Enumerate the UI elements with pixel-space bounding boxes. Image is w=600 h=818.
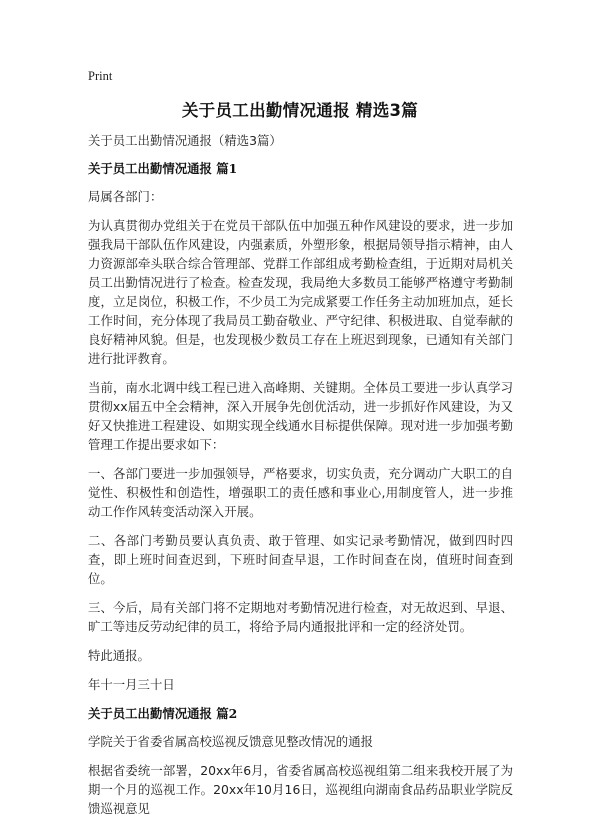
body-paragraph: 当前，南水北调中线工程已进入高峰期、关键期。全体员工要进一步认真学习贯彻xx届五中全会精神，深入开展争先创优活动，进一步抓好作风建设，为又好又快推进工程建设、如期实现全线通水目标提供保障。现对进一步加强考勤管理工作提出要求如下： bbox=[88, 380, 513, 452]
salutation: 局属各部门： bbox=[88, 189, 163, 204]
body-paragraph: 根据省委统一部署，20xx年6月，省委省属高校巡视组第二组来我校开展了为期一个月的巡视工作。20xx年10月16日，巡视组向湖南食品药品职业学院反馈巡视意见 bbox=[88, 763, 513, 816]
body-paragraph: 二、各部门考勤员要认真负责、敢于管理、如实记录考勤情况，做到四时四查，即上班时间查迟到，下班时间查早退，工作时间查在岗，值班时间查到位。 bbox=[88, 533, 513, 586]
print-link[interactable]: Print bbox=[88, 69, 113, 83]
body-paragraph: 一、各部门要进一步加强领导，严格要求，切实负责，充分调动广大职工的自觉性、积极性和创造性，增强职工的责任感和事业心,用制度管人，进一步推动工作作风转变活动深入开展。 bbox=[88, 466, 513, 519]
closing-line: 特此通报。 bbox=[88, 648, 150, 663]
date-line: 年十一月三十日 bbox=[88, 677, 175, 692]
page-title: 关于员工出勤情况通报 精选3篇 bbox=[181, 101, 419, 120]
body-paragraph: 学院关于省委省属高校巡视反馈意见整改情况的通报 bbox=[88, 734, 373, 749]
document-body bbox=[88, 131, 513, 818]
section-heading-2: 关于员工出勤情况通报 篇2 bbox=[88, 706, 238, 721]
document-subtitle: 关于员工出勤情况通报（精选3篇） bbox=[88, 133, 282, 148]
section-heading-1: 关于员工出勤情况通报 篇1 bbox=[88, 161, 238, 176]
body-paragraph: 三、今后，局有关部门将不定期地对考勤情况进行检查，对无故迟到、早退、旷工等违反劳动纪律的员工，将给予局内通报批评和一定的经济处罚。 bbox=[88, 600, 513, 634]
body-paragraph: 为认真贯彻办党组关于在党员干部队伍中加强五种作风建设的要求，进一步加强我局干部队伍作风建设，内强素质，外塑形象，根据局领导指示精神，由人力资源部牵头联合综合管理部、党群工作部组成考勤检查组，于近期对局机关员工出勤情况进行了检查。检查发现，我局绝大多数员工能够严格遵守考勤制度，立足岗位，积极工作，不少员工为完成紧要工作任务主动加班加点，延长工作时间，充分体现了我局员工勤奋敬业、严守纪律、积极进取、自觉奉献的良好精神风貌。但是，也发现极少数员工存在上班迟到现象，已通知有关部门进行批评教育。 bbox=[88, 218, 513, 366]
